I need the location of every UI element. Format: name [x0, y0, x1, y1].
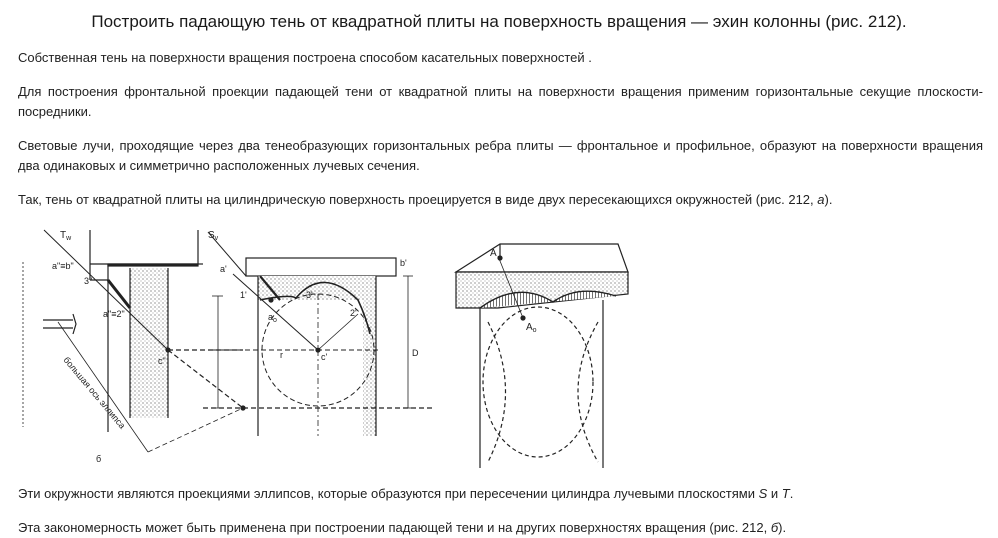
label-3-double: 3" — [84, 276, 93, 286]
front-view — [198, 232, 433, 436]
label-A: A — [490, 248, 497, 259]
label-major-axis: большая ось эллипса — [61, 354, 128, 431]
paragraph-5-s: S — [758, 486, 768, 501]
paragraph-5-t: T — [781, 486, 790, 501]
label-r: r — [280, 350, 283, 360]
label-3-prime: 3' — [306, 290, 313, 300]
paragraph-4 — [18, 190, 983, 210]
label-tw: $T_w$ — [60, 230, 72, 242]
label-sv: $S_v$ — [208, 230, 219, 242]
paragraph-4-end: ). — [824, 192, 833, 207]
paragraph-1: Собственная тень на поверхности вращения построена способом касательных поверхностей . — [18, 50, 592, 65]
figure-212 — [18, 222, 638, 468]
paragraph-5-end: . — [789, 486, 794, 501]
label-c-double: c" — [158, 356, 166, 366]
page-title: Построить падающую тень от квадратной плиты на поверхность вращения — эхин колонны (рис. 212). — [91, 12, 907, 31]
label-b-prime: b' — [400, 258, 407, 268]
paragraph-5-text: Эти окружности являются проекциями эллипсов, которые образуются при пересечении цилиндра лучевыми плоскостями — [18, 486, 759, 501]
paragraph-5 — [18, 484, 983, 504]
label-D: D — [412, 348, 419, 358]
paragraph-6 — [18, 518, 983, 538]
paragraph-4-figure-ref: а — [817, 192, 825, 207]
paragraph-2: Для построения фронтальной проекции падающей тени от квадратной плиты на поверхности вращения применим горизонтальные секущие плоскости-посредники. — [18, 84, 983, 119]
paragraph-4-text: Так, тень от квадратной плиты на цилиндрическую поверхность проецируется в виде двух пересекающихся окружностей (рис. 212, — [18, 192, 818, 207]
label-a-double: a"≡2" — [103, 309, 125, 319]
paragraph-6-text: Эта закономерность может быть применена при построении падающей тени и на других поверхностях вращения (рис. 212, — [18, 520, 771, 535]
label-2-prime: 2' — [350, 308, 357, 318]
paragraph-6-end: ). — [778, 520, 787, 535]
label-1-prime: 1' — [240, 290, 247, 300]
label-b-letter: б — [96, 454, 102, 464]
label-c-prime: c' — [321, 352, 328, 362]
paragraph-5-and: и — [767, 486, 782, 501]
label-a-prime: a' — [220, 264, 227, 274]
paragraph-6-figure-ref: б — [770, 520, 779, 535]
label-A-o: $A_o$ — [526, 322, 537, 334]
label-a-o: $a_o$ — [268, 312, 277, 324]
label-a-b: a"≡b" — [52, 261, 74, 271]
axonometric-view — [456, 244, 628, 468]
paragraph-3: Световые лучи, проходящие через два тенеобразующих горизонтальных ребра плиты — фронтальное и профильное, образуют на поверхности вращения два одинаковых и симметрично расположенных лучевых сечения. — [18, 138, 983, 173]
